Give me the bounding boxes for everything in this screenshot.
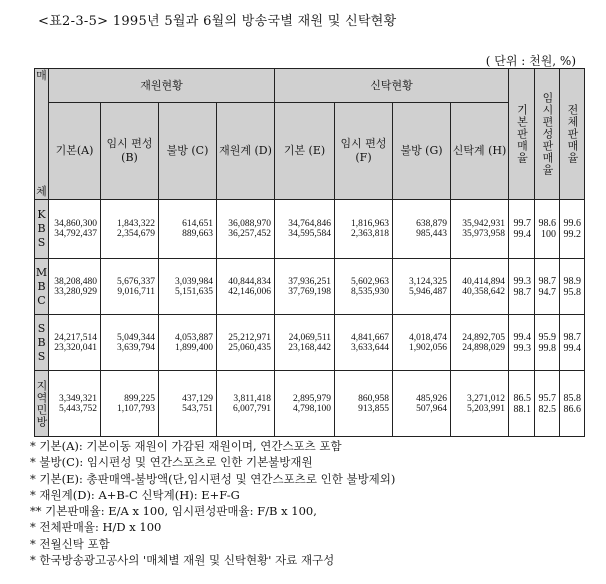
value-cell: 99.7 99.4 [509,200,535,259]
value-cell: 4,018,474 1,902,056 [393,315,451,371]
value-cell: 25,212,971 25,060,435 [217,315,275,371]
value-cell: 3,811,418 6,007,791 [217,371,275,437]
table-title: <표2-3-5> 1995년 5월과 6월의 방송국별 재원 및 신탁현황 [38,14,397,29]
value-cell: 98.6 100 [535,200,560,259]
value-cell: 2,895,979 4,798,100 [275,371,335,437]
col-header: 신탁계 (H) [451,103,509,200]
total-sales-header: 전체판매율 [560,69,585,200]
table-row [35,371,585,437]
value-cell: 1,816,963 2,363,818 [335,200,393,259]
value-cell: 35,942,931 35,973,958 [451,200,509,259]
corner-top-label: 매 [36,69,47,82]
value-cell: 485,926 507,964 [393,371,451,437]
value-cell: 4,841,667 3,633,644 [335,315,393,371]
value-cell: 40,844,834 42,146,006 [217,259,275,315]
value-cell: 34,860,300 34,792,437 [49,200,101,259]
footnote: * 한국방송광고공사의 '매체별 재원 및 신탁현황' 자료 재구성 [30,553,335,568]
value-cell: 638,879 985,443 [393,200,451,259]
finance-group-header: 재원현황 [49,69,275,103]
value-cell: 95.9 99.8 [535,315,560,371]
value-cell: 98.9 95.8 [560,259,585,315]
basic-sales-header: 기본판매율 [509,69,535,200]
footnote: * 불방(C): 임시편성 및 연간스포츠로 인한 기본불방재원 [30,455,313,470]
header-corner [35,69,49,200]
value-cell: 34,764,846 34,595,584 [275,200,335,259]
footnote: * 전월신탁 포함 [30,536,110,551]
table-row [35,200,585,259]
broadcaster-cell: SBS [35,315,49,371]
temp-sales-header: 임시편성판매율 [535,69,560,200]
value-cell: 40,414,894 40,358,642 [451,259,509,315]
col-header: 불방 (G) [393,103,451,200]
trust-group-header: 신탁현황 [275,69,509,103]
value-cell: 5,602,963 8,535,930 [335,259,393,315]
value-cell: 24,217,514 23,320,041 [49,315,101,371]
value-cell: 99.4 99.3 [509,315,535,371]
value-cell: 99.6 99.2 [560,200,585,259]
footnote: * 기본(A): 기본이동 재원이 가감된 재원이며, 연간스포츠 포함 [30,439,342,453]
footnotes [30,438,395,568]
broadcaster-cell: KBS [35,200,49,259]
unit-label: ( 단위 : 천원, %) [485,54,576,68]
value-cell: 37,936,251 37,769,198 [275,259,335,315]
value-cell: 36,088,970 36,257,452 [217,200,275,259]
col-header: 기본(A) [49,103,101,200]
value-cell: 95.7 82.5 [535,371,560,437]
value-cell: 3,349,321 5,443,752 [49,371,101,437]
value-cell: 4,053,887 1,899,400 [159,315,217,371]
value-cell: 899,225 1,107,793 [101,371,159,437]
value-cell: 38,208,480 33,280,929 [49,259,101,315]
value-cell: 24,892,705 24,898,029 [451,315,509,371]
value-cell: 437,129 543,751 [159,371,217,437]
corner-bottom-label: 체 [36,185,47,198]
footnote: * 재원계(D): A+B-C 신탁계(H): E+F-G [30,487,240,502]
col-header: 기본 (E) [275,103,335,200]
footnote: ** 기본판매율: E/A x 100, 임시편성판매율: F/B x 100, [30,504,317,519]
col-header: 임시 편성 (F) [335,103,393,200]
value-cell: 1,843,322 2,354,679 [101,200,159,259]
value-cell: 3,124,325 5,946,487 [393,259,451,315]
footnote: * 전체판매율: H/D x 100 [30,520,162,535]
footnote: * 기본(E): 총판매액-불방액(단,임시편성 및 연간스포츠로 인한 불방제외) [30,471,396,486]
broadcaster-cell: 지역민방 [35,371,49,437]
table-row [35,315,585,371]
value-cell: 86.5 88.1 [509,371,535,437]
finance-trust-table [34,68,585,437]
col-header: 불방 (C) [159,103,217,200]
col-header: 임시 편성 (B) [101,103,159,200]
value-cell: 98.7 94.7 [535,259,560,315]
value-cell: 24,069,511 23,168,442 [275,315,335,371]
value-cell: 5,049,344 3,639,794 [101,315,159,371]
table-row [35,259,585,315]
value-cell: 99.3 98.7 [509,259,535,315]
value-cell: 3,039,984 5,151,635 [159,259,217,315]
broadcaster-cell: MBC [35,259,49,315]
value-cell: 5,676,337 9,016,711 [101,259,159,315]
value-cell: 3,271,012 5,203,991 [451,371,509,437]
col-header: 재원계 (D) [217,103,275,200]
value-cell: 614,651 889,663 [159,200,217,259]
value-cell: 860,958 913,855 [335,371,393,437]
value-cell: 85.8 86.6 [560,371,585,437]
value-cell: 98.7 99.4 [560,315,585,371]
